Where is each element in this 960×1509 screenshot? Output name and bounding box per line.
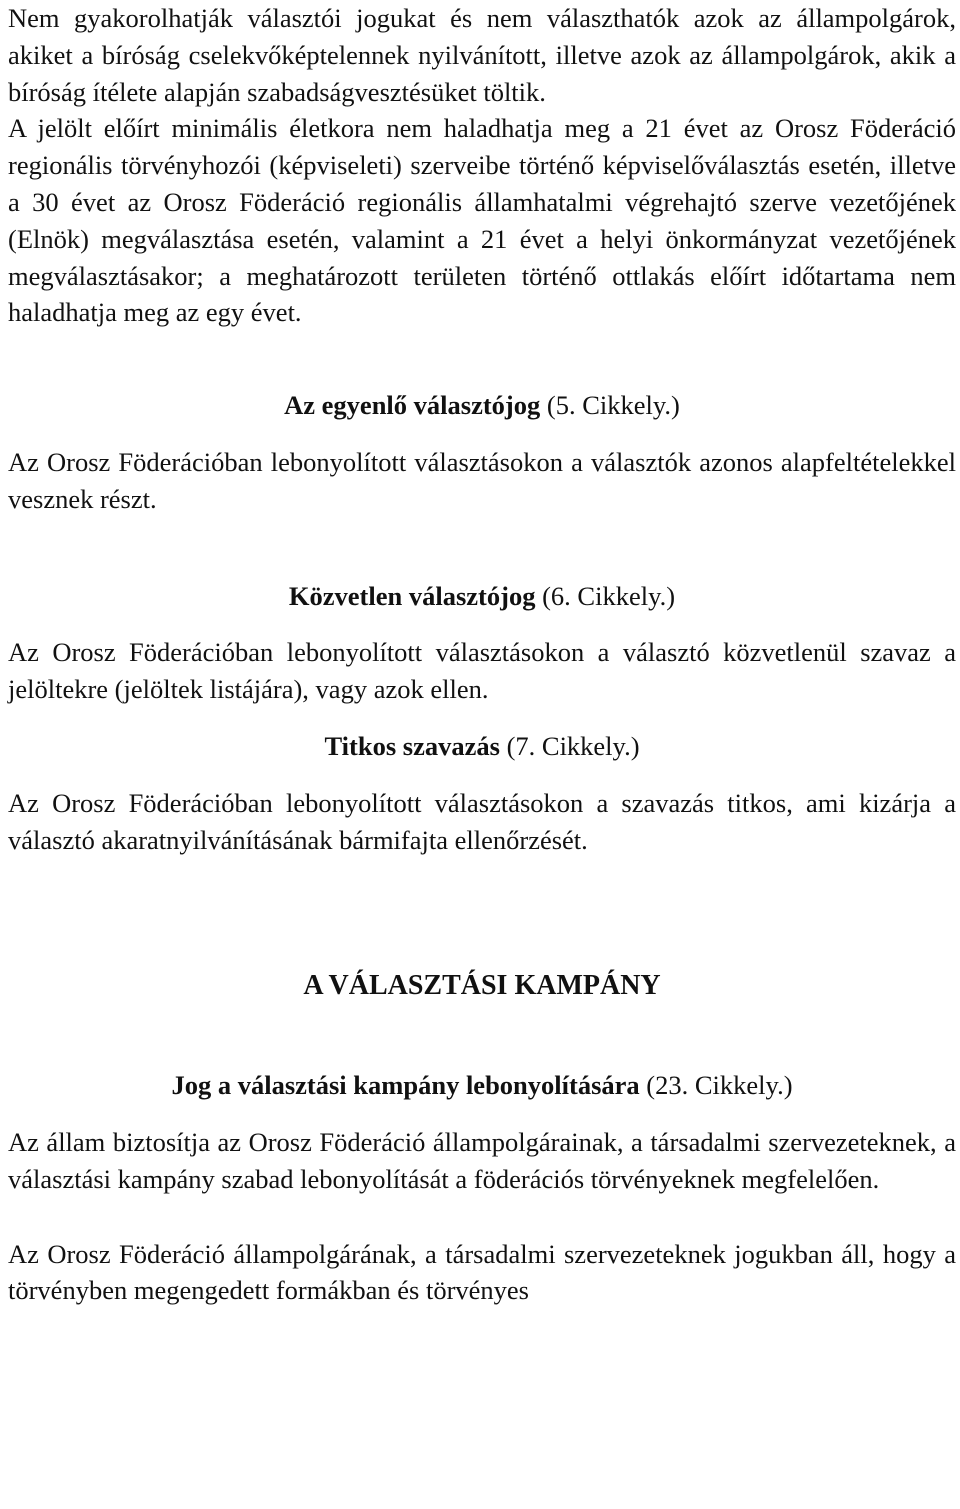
paragraph-state-guarantee: Az állam biztosítja az Orosz Föderáció állampolgárainak, a társadalmi szervezeteknek, a választási kampány szabad lebonyolítását a föderációs törvényeknek megfelelően. <box>8 1126 956 1194</box>
heading-title: Jog a választási kampány lebonyolítására <box>171 1070 640 1101</box>
heading-direct-suffrage <box>8 578 956 615</box>
paragraph-direct-suffrage: Az Orosz Föderációban lebonyolított választásokon a választó közvetlenül szavaz a jelöltekre (jelöltek listájára), vagy azok ellen. <box>8 637 956 705</box>
document-page <box>8 0 956 1309</box>
heading-equal-suffrage <box>8 387 956 424</box>
article-reference: (5. Cikkely.) <box>546 390 680 421</box>
section-title-campaign: A VÁLASZTÁSI KAMPÁNY <box>303 970 661 1002</box>
heading-title: Az egyenlő választójog <box>284 390 541 421</box>
heading-title: Közvetlen választójog <box>288 580 536 611</box>
heading-campaign-right <box>8 1067 956 1104</box>
article-reference: (6. Cikkely.) <box>542 580 676 611</box>
paragraph-voting-exclusion: Nem gyakorolhatják választói jogukat és nem választhatók azok az állampolgárok, akiket a bíróság cselekvőképtelennek nyilvánított, illetve azok az állampolgárok, akik a bíróság ítélete alapján szabadságvesztésüket töltik. <box>8 3 956 107</box>
article-reference: (7. Cikkely.) <box>506 730 640 761</box>
heading-title: Titkos szavazás <box>324 730 500 761</box>
paragraph-citizen-rights: Az Orosz Föderáció állampolgárának, a társadalmi szervezeteknek jogukban áll, hogy a törvényben megengedett formákban és törvényes <box>8 1238 956 1306</box>
paragraph-candidate-age: A jelölt előírt minimális életkora nem haladhatja meg a 21 évet az Orosz Föderáció regionális törvényhozói (képviseleti) szerveibe történő képviselőválasztás esetén, illetve a 30 évet az Orosz Föderáció regionális államhatalmi végrehajtó szerve vezetőjének (Elnök) megválasztása esetén, valamint a 21 évet a helyi önkormányzat vezetőjének megválasztásakor; a meghatározott területen történő ottlakás előírt időtartama nem haladhatja meg az egy évet. <box>8 113 956 328</box>
paragraph-secret-ballot: Az Orosz Föderációban lebonyolított választásokon a szavazás titkos, ami kizárja a választó akaratnyilvánításának bármifajta ellenőrzését. <box>8 787 956 855</box>
heading-secret-ballot <box>8 728 956 765</box>
paragraph-equal-suffrage: Az Orosz Föderációban lebonyolított választásokon a választók azonos alapfeltételekkel vesznek részt. <box>8 446 956 514</box>
article-reference: (23. Cikkely.) <box>646 1070 793 1101</box>
